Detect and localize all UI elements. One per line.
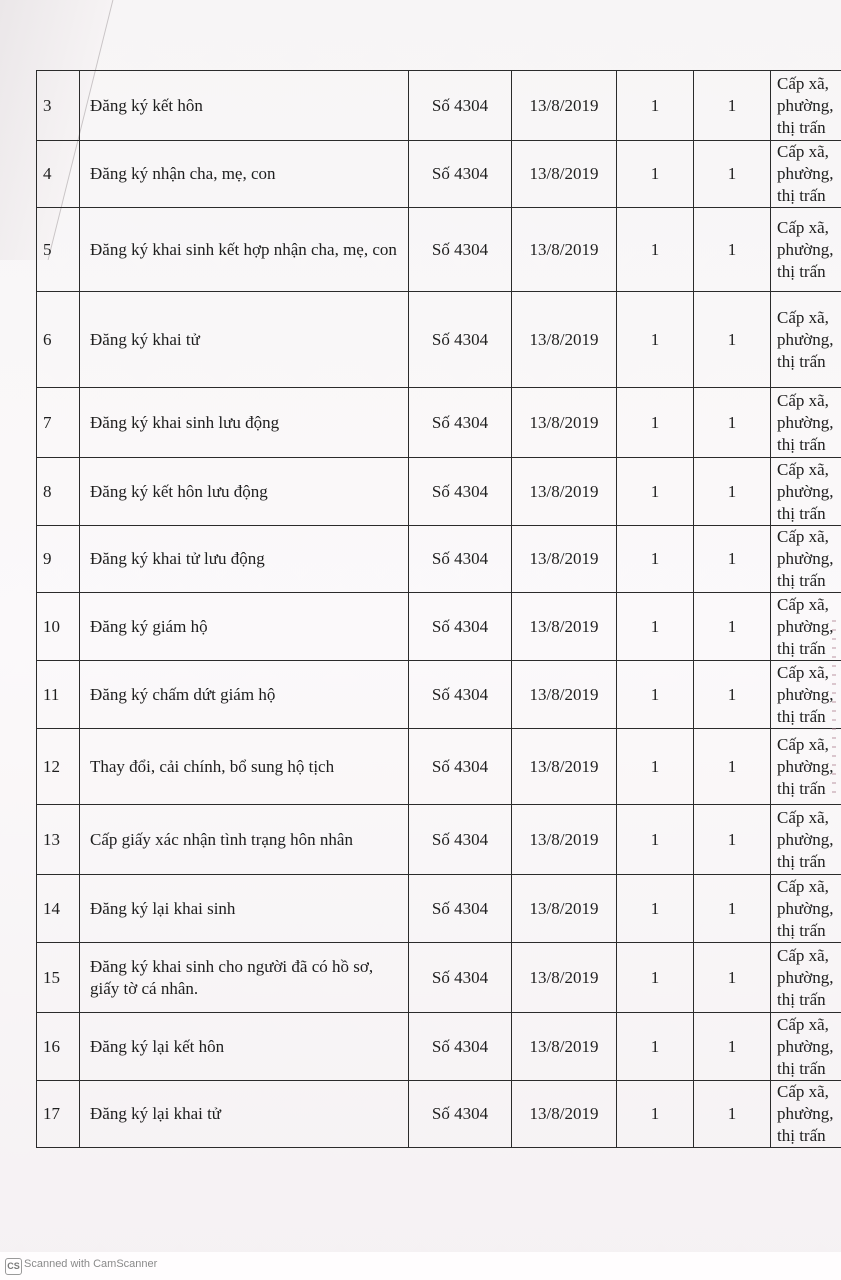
level-line: thị trấn [777, 503, 826, 523]
decision-number: Số 4304 [409, 71, 512, 141]
table-row [37, 943, 841, 1013]
count-b: 1 [694, 805, 771, 875]
level-line: Cấp xã, [777, 142, 829, 161]
count-a: 1 [617, 292, 694, 388]
row-number: 5 [37, 208, 80, 292]
count-a: 1 [617, 943, 694, 1013]
procedure-name: Đăng ký khai sinh lưu động [80, 388, 409, 458]
level-line: thị trấn [777, 638, 826, 658]
level-line: Cấp xã, [777, 734, 829, 754]
row-number: 15 [37, 943, 80, 1013]
implementation-level [771, 388, 841, 458]
level-line: Cấp xã, [777, 307, 829, 327]
decision-number: Số 4304 [409, 388, 512, 458]
level-line: thị trấn [777, 1126, 826, 1145]
table-row [37, 388, 841, 458]
count-b: 1 [694, 141, 771, 208]
count-b: 1 [694, 208, 771, 292]
count-a: 1 [617, 526, 694, 593]
decision-number: Số 4304 [409, 292, 512, 388]
level-line: phường, [777, 481, 834, 501]
table-row [37, 593, 841, 661]
decision-number: Số 4304 [409, 141, 512, 208]
level-line: thị trấn [777, 851, 826, 871]
row-number: 14 [37, 875, 80, 943]
table-row [37, 208, 841, 292]
table-row [37, 458, 841, 526]
procedures-table [36, 70, 841, 1148]
procedure-name: Đăng ký chấm dứt giám hộ [80, 661, 409, 729]
level-line: phường, [777, 829, 834, 849]
row-number: 11 [37, 661, 80, 729]
level-line: thị trấn [777, 571, 826, 590]
count-b: 1 [694, 1081, 771, 1148]
decision-number: Số 4304 [409, 526, 512, 593]
count-a: 1 [617, 805, 694, 875]
procedure-name: Đăng ký kết hôn lưu động [80, 458, 409, 526]
row-number: 13 [37, 805, 80, 875]
row-number: 7 [37, 388, 80, 458]
procedure-name: Đăng ký khai sinh kết hợp nhận cha, mẹ, con [80, 208, 409, 292]
level-line: phường, [777, 329, 834, 349]
procedure-name: Cấp giấy xác nhận tình trạng hôn nhân [80, 805, 409, 875]
level-line: phường, [777, 239, 834, 259]
level-line: thị trấn [777, 1058, 826, 1078]
level-line: phường, [777, 684, 834, 704]
decision-number: Số 4304 [409, 1013, 512, 1081]
level-line: Cấp xã, [777, 876, 829, 896]
count-b: 1 [694, 661, 771, 729]
procedure-name: Đăng ký lại khai tử [80, 1081, 409, 1148]
procedure-name: Đăng ký kết hôn [80, 71, 409, 141]
table-row [37, 292, 841, 388]
decision-date: 13/8/2019 [512, 943, 617, 1013]
count-a: 1 [617, 388, 694, 458]
level-line: thị trấn [777, 351, 826, 371]
level-line: Cấp xã, [777, 945, 829, 965]
count-a: 1 [617, 875, 694, 943]
level-line: Cấp xã, [777, 594, 829, 614]
count-a: 1 [617, 1081, 694, 1148]
level-line: phường, [777, 549, 834, 568]
level-line: phường, [777, 898, 834, 918]
level-line: phường, [777, 1036, 834, 1056]
count-b: 1 [694, 71, 771, 141]
level-line: Cấp xã, [777, 73, 829, 93]
row-number: 16 [37, 1013, 80, 1081]
table-row [37, 141, 841, 208]
decision-date: 13/8/2019 [512, 71, 617, 141]
row-number: 8 [37, 458, 80, 526]
count-a: 1 [617, 458, 694, 526]
count-a: 1 [617, 208, 694, 292]
implementation-level [771, 292, 841, 388]
count-a: 1 [617, 71, 694, 141]
level-line: phường, [777, 95, 834, 115]
implementation-level [771, 661, 841, 729]
decision-number: Số 4304 [409, 943, 512, 1013]
level-line: phường, [777, 1104, 834, 1123]
decision-number: Số 4304 [409, 805, 512, 875]
implementation-level [771, 943, 841, 1013]
decision-number: Số 4304 [409, 661, 512, 729]
row-number: 4 [37, 141, 80, 208]
implementation-level [771, 593, 841, 661]
level-line: Cấp xã, [777, 1082, 829, 1101]
count-b: 1 [694, 292, 771, 388]
decision-date: 13/8/2019 [512, 805, 617, 875]
decision-date: 13/8/2019 [512, 593, 617, 661]
procedure-name: Đăng ký nhận cha, mẹ, con [80, 141, 409, 208]
level-line: Cấp xã, [777, 662, 829, 682]
procedure-name: Thay đổi, cải chính, bổ sung hộ tịch [80, 729, 409, 805]
level-line: thị trấn [777, 186, 826, 205]
procedure-name: Đăng ký khai tử [80, 292, 409, 388]
level-line: Cấp xã, [777, 390, 829, 410]
level-line: thị trấn [777, 261, 826, 281]
implementation-level [771, 1013, 841, 1081]
level-line: phường, [777, 967, 834, 987]
table-row [37, 661, 841, 729]
count-b: 1 [694, 458, 771, 526]
decision-date: 13/8/2019 [512, 661, 617, 729]
count-a: 1 [617, 661, 694, 729]
count-a: 1 [617, 141, 694, 208]
scanner-footer [0, 1252, 841, 1280]
decision-date: 13/8/2019 [512, 875, 617, 943]
level-line: Cấp xã, [777, 1014, 829, 1034]
implementation-level [771, 1081, 841, 1148]
implementation-level [771, 729, 841, 805]
table-row [37, 71, 841, 141]
level-line: phường, [777, 616, 834, 636]
decision-number: Số 4304 [409, 875, 512, 943]
implementation-level [771, 208, 841, 292]
decision-date: 13/8/2019 [512, 208, 617, 292]
decision-number: Số 4304 [409, 593, 512, 661]
table-row [37, 526, 841, 593]
procedure-name: Đăng ký khai tử lưu động [80, 526, 409, 593]
count-b: 1 [694, 526, 771, 593]
level-line: phường, [777, 164, 834, 183]
decision-number: Số 4304 [409, 1081, 512, 1148]
table-row [37, 729, 841, 805]
decision-date: 13/8/2019 [512, 292, 617, 388]
count-a: 1 [617, 593, 694, 661]
implementation-level [771, 71, 841, 141]
row-number: 10 [37, 593, 80, 661]
implementation-level [771, 141, 841, 208]
table-row [37, 805, 841, 875]
level-line: Cấp xã, [777, 807, 829, 827]
decision-date: 13/8/2019 [512, 526, 617, 593]
implementation-level [771, 875, 841, 943]
decision-date: 13/8/2019 [512, 458, 617, 526]
procedure-name: Đăng ký khai sinh cho người đã có hồ sơ, giấy tờ cá nhân. [80, 943, 409, 1013]
procedure-name: Đăng ký giám hộ [80, 593, 409, 661]
margin-marks [832, 620, 836, 800]
count-b: 1 [694, 1013, 771, 1081]
table-row [37, 875, 841, 943]
row-number: 12 [37, 729, 80, 805]
decision-date: 13/8/2019 [512, 388, 617, 458]
row-number: 3 [37, 71, 80, 141]
scanner-watermark-text: Scanned with CamScanner [24, 1258, 158, 1270]
level-line: Cấp xã, [777, 527, 829, 546]
row-number: 6 [37, 292, 80, 388]
row-number: 9 [37, 526, 80, 593]
count-b: 1 [694, 943, 771, 1013]
level-line: phường, [777, 412, 834, 432]
level-line: thị trấn [777, 920, 826, 940]
implementation-level [771, 805, 841, 875]
row-number: 17 [37, 1081, 80, 1148]
level-line: thị trấn [777, 706, 826, 726]
level-line: thị trấn [777, 434, 826, 454]
decision-date: 13/8/2019 [512, 141, 617, 208]
table-row [37, 1081, 841, 1148]
level-line: thị trấn [777, 989, 826, 1009]
decision-date: 13/8/2019 [512, 1013, 617, 1081]
level-line: phường, [777, 756, 834, 776]
implementation-level [771, 526, 841, 593]
count-b: 1 [694, 388, 771, 458]
count-b: 1 [694, 729, 771, 805]
count-a: 1 [617, 1013, 694, 1081]
implementation-level [771, 458, 841, 526]
level-line: Cấp xã, [777, 217, 829, 237]
count-b: 1 [694, 593, 771, 661]
decision-number: Số 4304 [409, 729, 512, 805]
level-line: thị trấn [777, 117, 826, 137]
decision-date: 13/8/2019 [512, 729, 617, 805]
decision-date: 13/8/2019 [512, 1081, 617, 1148]
procedure-name: Đăng ký lại khai sinh [80, 875, 409, 943]
procedures-table-body [37, 71, 841, 1148]
decision-number: Số 4304 [409, 208, 512, 292]
count-a: 1 [617, 729, 694, 805]
level-line: thị trấn [777, 778, 826, 798]
table-row [37, 1013, 841, 1081]
camscanner-logo-icon: CS [5, 1258, 22, 1275]
count-b: 1 [694, 875, 771, 943]
decision-number: Số 4304 [409, 458, 512, 526]
level-line: Cấp xã, [777, 459, 829, 479]
procedure-name: Đăng ký lại kết hôn [80, 1013, 409, 1081]
